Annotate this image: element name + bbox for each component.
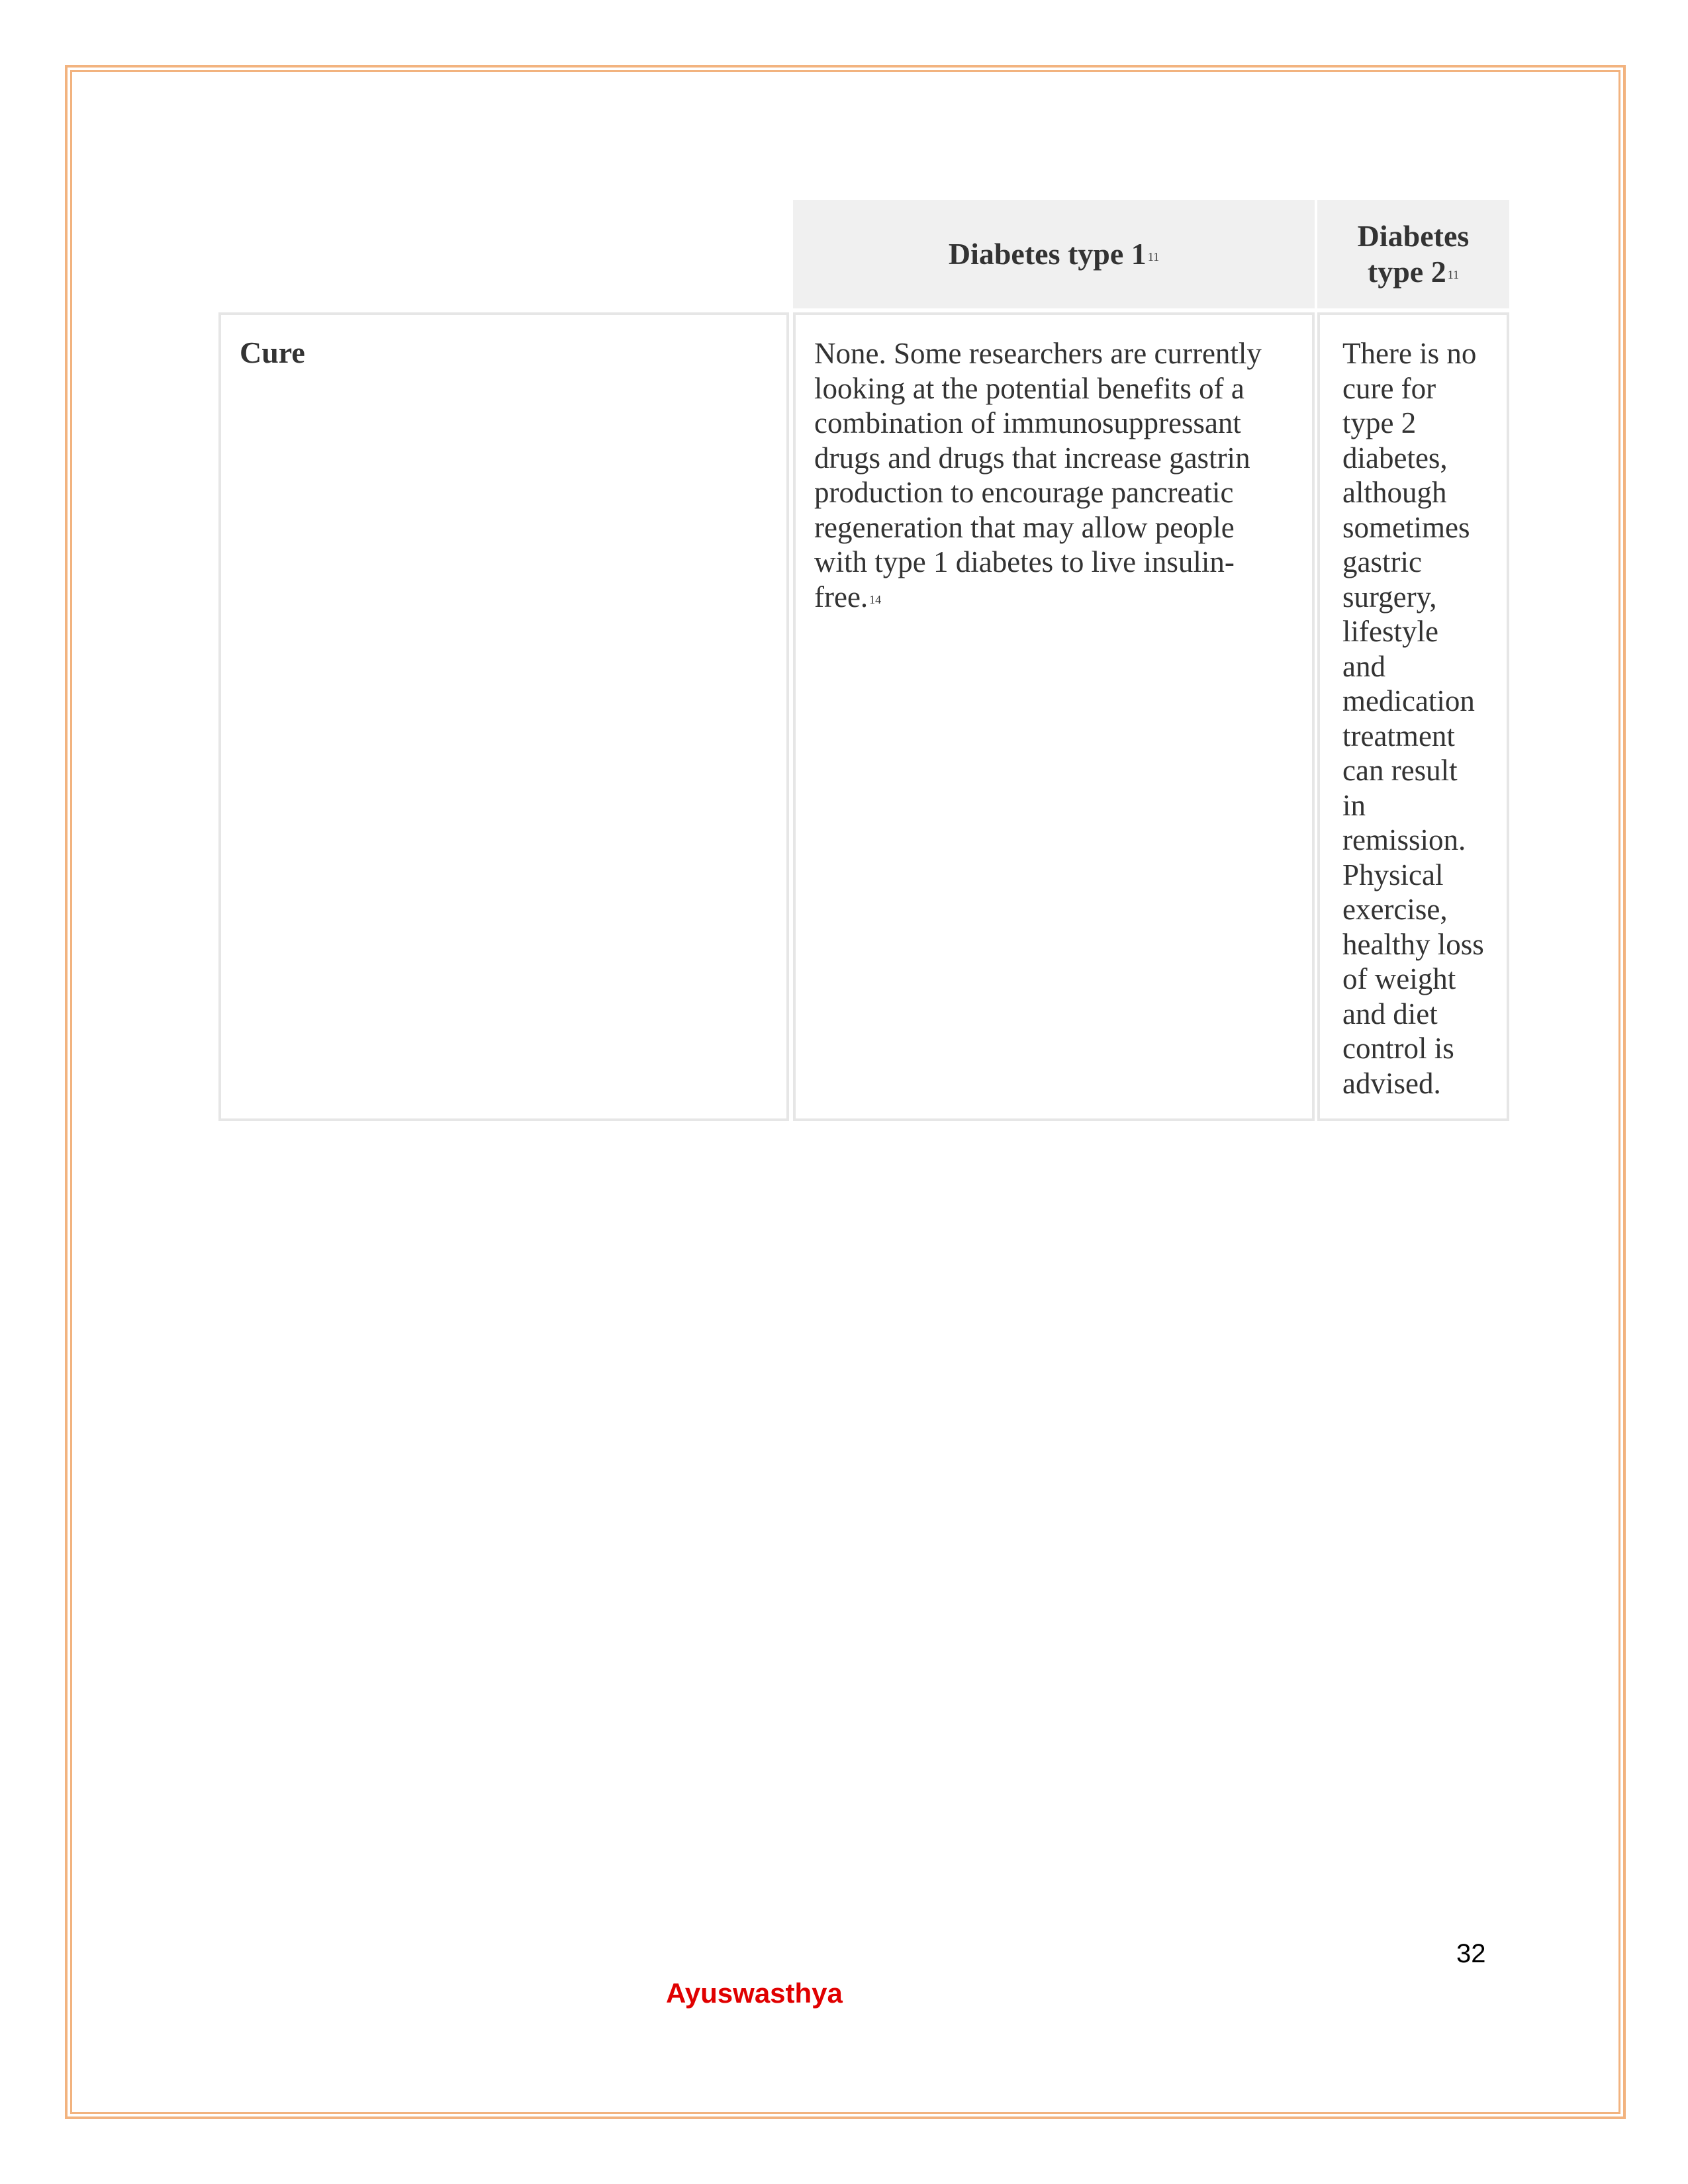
- type2-cure-cell: [1317, 312, 1509, 1121]
- row-label-cell: [218, 312, 789, 1121]
- type2-line: cure for: [1342, 371, 1436, 405]
- type2-line: diabetes,: [1342, 441, 1448, 475]
- type2-line: medication: [1342, 684, 1475, 717]
- type1-cure-text: [814, 336, 1291, 614]
- header-type2-line1: Diabetes: [1357, 219, 1470, 253]
- header-type2-footnote: 11: [1447, 268, 1460, 281]
- type2-line: can result: [1342, 754, 1458, 787]
- type1-cure-footnote: 14: [869, 592, 882, 606]
- type2-line: advised.: [1342, 1066, 1441, 1100]
- type2-line: and: [1342, 649, 1385, 683]
- type2-cure-text: [1342, 336, 1508, 1101]
- type2-line: sometimes: [1342, 510, 1470, 544]
- row-label-cure: Cure: [240, 336, 305, 369]
- type2-line: and diet: [1342, 997, 1438, 1030]
- type2-line: treatment: [1342, 719, 1455, 752]
- type2-line: remission.: [1342, 823, 1466, 856]
- type2-line: although: [1342, 476, 1447, 509]
- type2-line: There is no: [1342, 337, 1477, 370]
- type2-line: lifestyle: [1342, 615, 1438, 648]
- type2-line: of weight: [1342, 962, 1456, 995]
- type2-line: type 2: [1342, 406, 1417, 439]
- type1-cure-body: None. Some researchers are currently looking at the potential benefits of a combination of immunosuppressant drugs and drugs that increase gastrin production to encourage pancreatic regeneration that may allow people with type 1 diabetes to live insulin-free.: [814, 337, 1262, 614]
- type2-line: exercise,: [1342, 893, 1448, 926]
- header-type1-footnote: 11: [1147, 250, 1160, 263]
- header-cell-type1: [793, 200, 1315, 308]
- type2-line: surgery,: [1342, 580, 1437, 614]
- page-number: 32: [1456, 1939, 1486, 1968]
- type1-cure-cell: [793, 312, 1315, 1121]
- type2-line: gastric: [1342, 545, 1422, 578]
- header-type2-line2: type 2: [1367, 255, 1446, 289]
- header-cell-type2: [1317, 200, 1509, 308]
- header-type2-label: [1358, 218, 1470, 290]
- header-type1-label: [949, 236, 1159, 272]
- type2-line: control is: [1342, 1032, 1454, 1065]
- header-type1-text: Diabetes type 1: [948, 237, 1147, 271]
- footer-brand: Ayuswasthya: [666, 1978, 843, 2009]
- type2-line: in: [1342, 788, 1366, 822]
- type2-line: Physical: [1342, 858, 1444, 891]
- type2-line: healthy loss: [1342, 927, 1484, 961]
